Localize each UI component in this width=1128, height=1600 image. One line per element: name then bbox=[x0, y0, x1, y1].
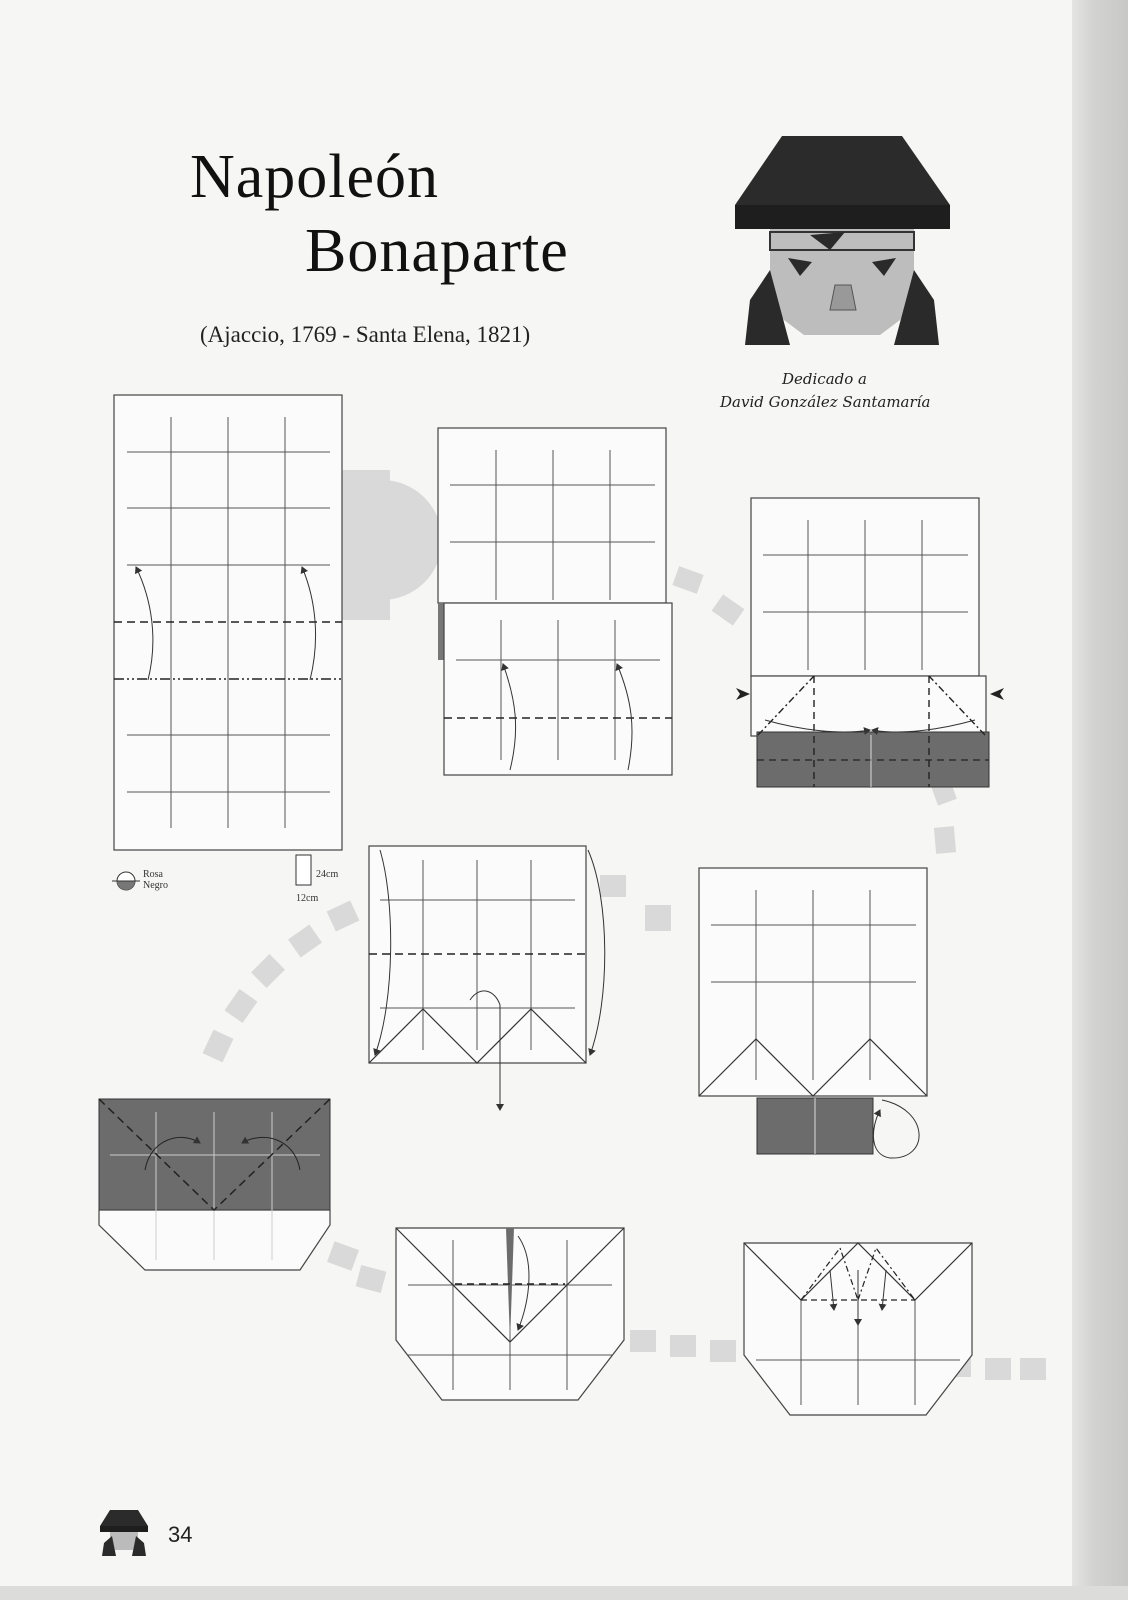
step-3 bbox=[736, 498, 1004, 787]
subtitle-dates: (Ajaccio, 1769 - Santa Elena, 1821) bbox=[200, 322, 531, 347]
legend-back-color: Negro bbox=[143, 880, 168, 891]
page-title-line-2: Bonaparte bbox=[305, 217, 569, 285]
legend-front-color: Rosa bbox=[143, 869, 163, 880]
step-2 bbox=[438, 428, 672, 775]
dedication-line-1: Dedicado a bbox=[782, 370, 867, 388]
step-1 bbox=[114, 395, 342, 850]
color-legend bbox=[112, 855, 311, 890]
step-4 bbox=[369, 846, 605, 1110]
page-title-line-1: Napoleón bbox=[190, 143, 440, 211]
napoleon-origami-model-picture bbox=[735, 136, 950, 345]
legend-paper-height: 24cm bbox=[316, 869, 339, 880]
step-6 bbox=[99, 1099, 330, 1270]
step-7 bbox=[396, 1228, 624, 1400]
step-5 bbox=[699, 868, 927, 1158]
page-number: 34 bbox=[168, 1522, 193, 1547]
napoleon-footer-icon bbox=[100, 1510, 148, 1556]
legend-paper-width: 12cm bbox=[296, 893, 319, 904]
step-8 bbox=[744, 1243, 972, 1415]
dedication-line-2: David González Santamaría bbox=[720, 393, 931, 411]
